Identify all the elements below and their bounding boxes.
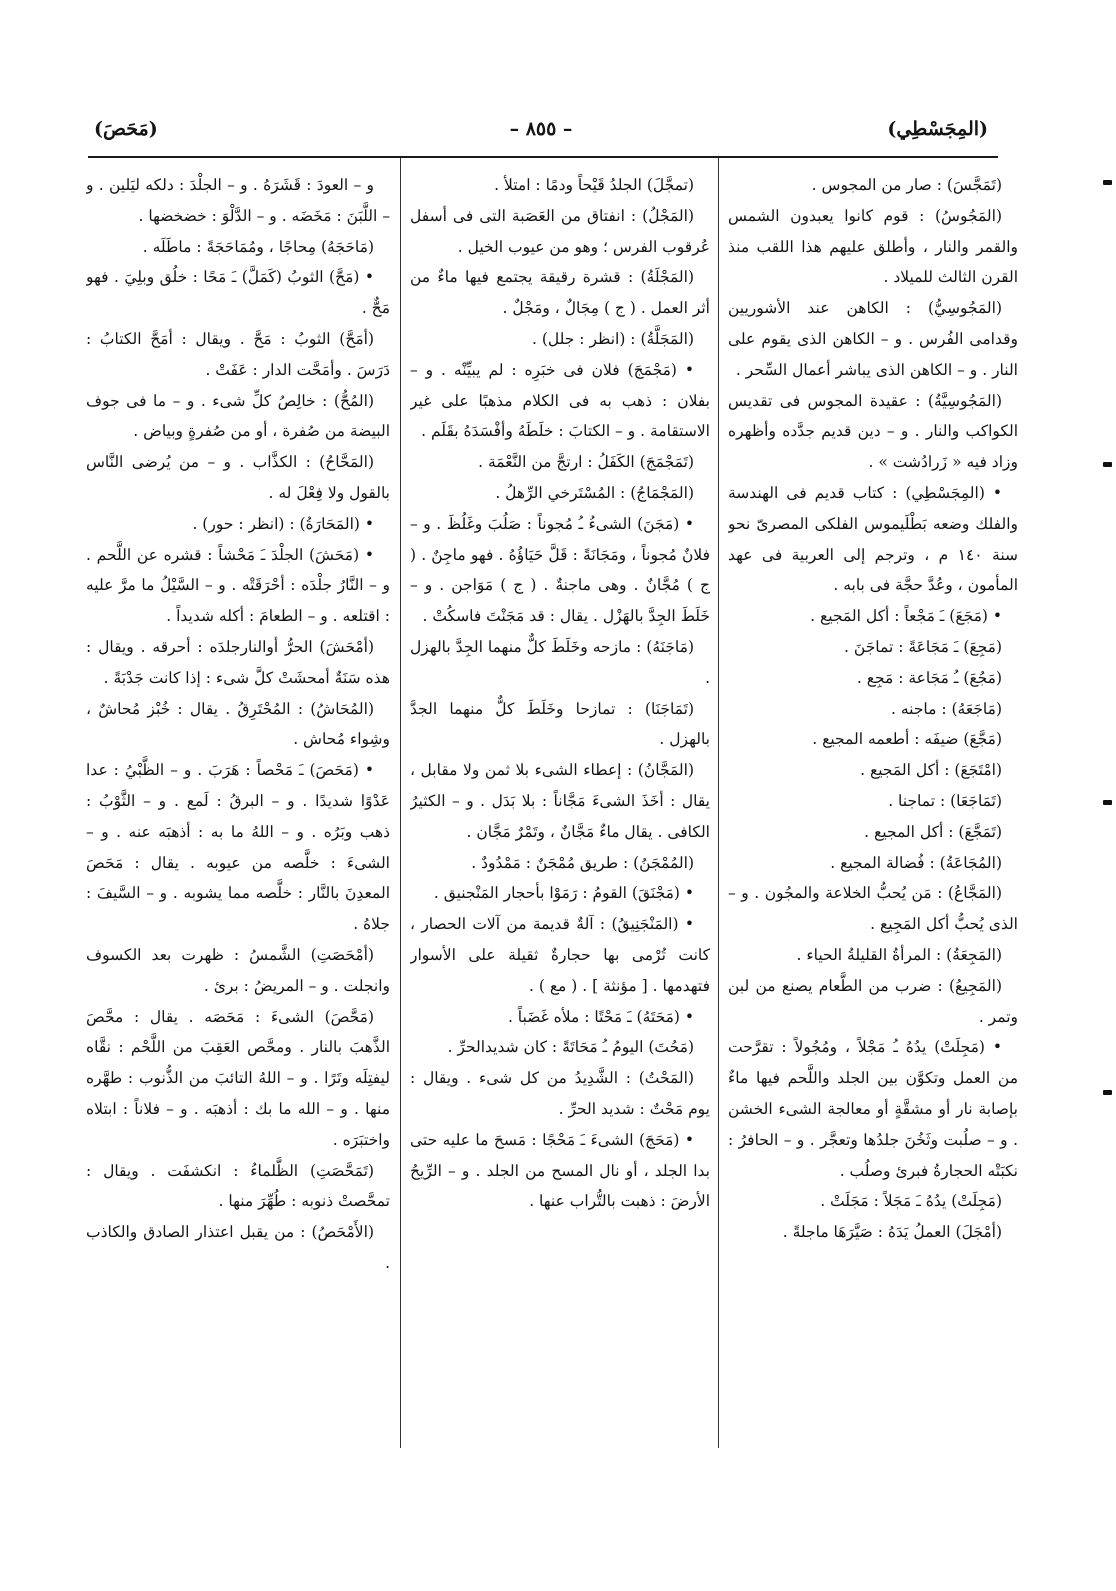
dictionary-entry: • (مَجْنَقَ) القومُ : رَمَوْا بأحجار المَنْجنيق .: [433, 884, 694, 903]
column-divider: [718, 158, 719, 1448]
dictionary-entry: (مَجِلَتْ) يدُهُ ـَ مَجَلاً : مَجَلَتْ .: [820, 1192, 1002, 1211]
dictionary-entry: • (المَنْجَنِيقُ) : آلةٌ قديمة من آلات الحصار ، كانت تُرْمى بها حجارةٌ ثقيلة على الأسوار فتهدمها . [ مؤنثة ] . ( مع ) .: [410, 915, 710, 995]
edge-mark: [1103, 180, 1112, 185]
dictionary-entry: • (مَجِلَتْ) يدُهُ ـُ مَجْلاً ، ومُجُولاً : تقرَّحت من العمل وتكوَّن بين الجلد واللَّحم فيها ماءٌ بإصابة نار أو مشقَّةٍ أو معالجة الشىء الخشن . و – صلُبت وثَخُنَ جلدُها وتعجَّر . و – الحافرُ : نكبَتْه الحجارةُ فبرئ وصلُب .: [728, 1038, 1018, 1180]
dictionary-entry: (مَاجَنَهُ) : مازحه وخَلَطَ كلٌّ منهما الجِدَّ بالهزل .: [410, 637, 710, 687]
header-left-word: (مَحَصَ): [94, 118, 158, 140]
dictionary-entry: (مَجُعَ) ـُ مَجَاعة : مَجِع .: [856, 668, 1002, 687]
dictionary-entry: • (المِجَسْطِي) : كتاب قديم فى الهندسة والفلك وضعه بَطْلَيموس الفلكى المصرىّ نحو سنة ١٤٠ م ، وترجم إلى العربية فى عهد المأمون ، وعُدَّ حجَّة فى بابه .: [728, 483, 1018, 595]
dictionary-entry: (المَحَّاحُ) : الكذَّاب . و – من يُرضى النَّاس بالقول ولا فِعْلَ له .: [86, 453, 390, 502]
dictionary-entry: (المَجُوسِيَّةُ) : عقيدة المجوس فى تقديس الكواكب والنار . و – دين قديم جدَّده وأظهره وزاد فيه « زَرادُشت » .: [728, 391, 1018, 472]
dictionary-entry: (المَجِيعُ) : ضرب من الطَّعام يصنع من لبن وتمر .: [728, 976, 1018, 1026]
dictionary-entry: (المُحُّ) : خالِصُ كلِّ شىء . و – ما فى جوف البيضة من صُفرة ، أو من صُفرةٍ وبياض .: [86, 391, 390, 441]
column-divider: [400, 158, 401, 1448]
page-header: [88, 118, 994, 154]
dictionary-entry: (مَجَّعَ) ضيفَه : أطعمه المجيع .: [812, 730, 1002, 749]
dictionary-entry: (أمَحَّ) الثوبُ : مَحَّ . ويقال : أمَحَّ الكتابُ : دَرَسَ . وأمَحَّت الدار : عَفَتْ .: [86, 329, 390, 379]
dictionary-entry: (تَمَاجَنَا) : تمازحا وخَلَطَ كلٌّ منهما الجدَّ بالهزل .: [410, 699, 710, 749]
dictionary-entry: (تَمَاجَعَا) : تماجنا .: [888, 791, 1002, 810]
dictionary-entry: (المُمْجَنُ) : طريق مُمْجَنٌ : مَمْدُودٌ .: [471, 853, 694, 872]
dictionary-entry: • (مَحَتَهُ) ـَ مَحْتًا : ملأه غَضَباً .: [507, 1007, 694, 1026]
dictionary-entry: (المَجْمَاجُ) : المُسْتَرخي الرِّهلُ .: [495, 483, 694, 502]
dictionary-entry: (المَجِعَةُ) : المرأةُ القليلةُ الحياء .: [796, 945, 1002, 964]
dictionary-entry: (تَمَجَّعَ) : أكل المجيع .: [864, 822, 1002, 841]
dictionary-entry: (المَحْتُ) : الشَّدِيدُ من كل شىء . ويقال : يوم مَحْتٌ : شديد الحرِّ .: [410, 1069, 710, 1118]
dictionary-entry: (تَمَجْمَجَ) الكَفَلُ : ارتجَّ من النَّعْمَة .: [478, 453, 694, 472]
dictionary-entry: (مَحُتَ) اليومُ ـُ مَحَاتَةً : كان شديدالحرِّ .: [447, 1038, 694, 1057]
dictionary-entry: (المَجُوسُ) : قوم كانوا يعبدون الشمس والقمر والنار ، وأطلق عليهم هذا اللقب منذ القرن الثالث للميلاد .: [728, 206, 1018, 287]
edge-mark: [1103, 800, 1112, 805]
dictionary-entry: • (مَجَنَ) الشىءُ ـُ مُجوناً : صَلُبَ وغَلُظَ . و – فلانٌ مُجوناً ، ومَجَانَةً : قَلَّ حَيَاؤُهُ . فهو ماجِنٌ . ( ج ) مُجَّانٌ . وهى ماجنةٌ . ( ج ) مَوَاجن . و – خَلَطَ الجِدَّ بالهَزْل . يقال : قد مَجَنْتَ فاسكُتْ .: [410, 514, 710, 626]
dictionary-entry: (المَجَّاعُ) : مَن يُحبُّ الخلاعة والمجُون . و – الذى يُحبُّ أكل المَجِيع .: [728, 884, 1018, 934]
edge-mark: [1103, 1090, 1112, 1095]
dictionary-entry: (المُجَاعَةُ) : فُضالة المجيع .: [830, 853, 1002, 872]
dictionary-entry: (المَجْلُ) : انفتاق من العَصَبة التى فى أسفل عُرقوب الفرس ؛ وهو من عيوب الخيل .: [410, 206, 710, 256]
dictionary-entry: • (مَحَجَ) الشىءَ ـَ مَحْجًا : مَسحَ ما عليه حتى بدا الجلد ، أو نال المسح من الجلد . و – الرِّيحُ الأرضَ : ذهبت بالتُّراب عنها .: [410, 1130, 710, 1211]
header-right-word: (المِجَسْطِي): [887, 118, 988, 140]
dictionary-entry: (المَجَلَّةُ) : (انظر : جلل) .: [532, 329, 694, 348]
header-rule: [88, 156, 998, 158]
dictionary-entry: • (مَجَعَ) ـَ مَجْعاً : أكل المَجيع .: [810, 607, 1002, 626]
dictionary-entry: (تمجَّلَ) الجلدُ قَيْحاً ودمًا : امتلأ .: [494, 176, 694, 194]
dictionary-entry: (أمْجَلَ) العملُ يَدَهُ : صَيَّرَهَا ماجلةً .: [782, 1223, 1002, 1242]
dictionary-entry: (مَاجَعَهُ) : ماجنه .: [890, 699, 1002, 718]
dictionary-entry: • (المَحَارَةُ) : (انظر : حور) .: [192, 514, 374, 533]
column-1: [728, 170, 1018, 1440]
dictionary-entry: • (مَحَّ) الثوبُ (كَمَلَّ) ـَ مَحًا : خلُق وبلِيَ . فهو مَحٌّ .: [86, 268, 390, 318]
dictionary-entry: (أمْحَصَتِ) الشَّمسُ : ظهرت بعد الكسوف وانجلت . و – المريضُ : برئ .: [86, 945, 390, 995]
dictionary-entry: (المَجَّانُ) : إعطاء الشىء بلا ثمن ولا مقابل ، يقال : أخَذَ الشىءَ مَجَّاناً : بلا بَدَل . و – الكثيرُ الكافى . يقال ماءٌ مَجَّانٌ ، وتَمْرٌ مَجَّان .: [410, 761, 710, 841]
column-3: [86, 170, 390, 1440]
dictionary-entry: (مَجِعَ) ـَ مَجَاعَةً : تماجَنَ .: [844, 637, 1002, 656]
dictionary-entry: • (مَحَشَ) الجلْدَ ـَ مَحْشاً : قشره عن اللَّحم . و – النَّارُ جلْدَه : أحْرَقَتْه . و – السَّيْلُ ما مرَّ عليه : اقتلعه . و – الطعامَ : أكله شديداً .: [86, 545, 390, 626]
dictionary-entry: (الأَمْحَصُ) : من يقبل اعتذار الصادق والكاذب .: [86, 1223, 390, 1272]
dictionary-entry: (مَحَّصَ) الشىءَ : مَحَصَه . يقال : محَّصَ الذَّهبَ بالنار . ومحَّص العَقِبَ من اللَّحْم : نقَّاه ليفتِلَه وتَرًا . و – اللهُ التائبَ من الذُّنوب : طهَّره منها . و – الله ما بك : أذهبَه . و – فلاناً : ابتلاه واختبَرَه .: [86, 1007, 390, 1149]
dictionary-entry: • (مَجْمَجَ) فلان فى خبَرِه : لم يبيِّنْه . و – بفلان : ذهب به فى الكلام مذهبًا على غير الاستقامة . و – الكتابَ : خلَطَهُ وأفْسَدَهُ بقَلَم .: [410, 360, 710, 441]
dictionary-entry: (مَاحَجَهُ) مِحاجًا ، ومُمَاحَجَةً : ماطَلَه .: [142, 237, 374, 256]
dictionary-entry: (المُحَاشُ) : المُحْتَرِقُ . يقال : خُبْز مُحاشٌ ، وشِواء مُحاش .: [86, 699, 390, 749]
dictionary-entry: (المَجُوسِيُّ) : الكاهن عند الأشوريين وقدامى الفُرس . و – الكاهن الذى يقوم على النار . و – الكاهن الذى يباشر أعمال السِّحر .: [728, 299, 1018, 379]
dictionary-entry: (المَجْلَةُ) : قشرة رقيقة يجتمع فيها ماءٌ من أثر العمل . ( ج ) مِجَالٌ ، ومَجْلٌ .: [410, 268, 710, 318]
dictionary-entry: (تَمَجَّسَ) : صار من المجوس .: [811, 176, 1002, 194]
dictionary-entry: • (مَحَصَ) ـَ مَحْصاً : هَرَبَ . و – الظَّبْيُ : عدا عَدْوًا شديدًا . و – البرقُ : لَمع . و – الثَّوْبُ : ذهب وبَرُه . و – اللهُ ما به : أذهبَه عنه . و – الشىءَ : خلَّصه من عيوبه . يقال : مَحَصَ المعدِنَ بالنَّار : خلَّصه مما يشوبه . و – السَّيفَ : جلاهُ .: [86, 761, 390, 934]
edge-mark: [1103, 462, 1112, 467]
dictionary-entry: (امْتَجَعَ) : أكل المَجيع .: [860, 761, 1002, 780]
dictionary-entry: و – العودَ : قَشَرَهُ . و – الجلْدَ : دلكه ليَلين . و – اللَّبَنَ : مَخَضَه . و – الدَّلْوَ : خضخضها .: [86, 176, 390, 225]
dictionary-entry: (تَمَحَّصَتِ) الظَّلماءُ : انكشفَت . ويقال : تمحَّصتْ ذنوبه : طُهِّرَ منها .: [86, 1161, 390, 1211]
page-number: – ٨٥٥ –: [509, 118, 573, 140]
column-2: [410, 170, 710, 1440]
dictionary-entry: (أمْحَشَ) الحرُّ أوالنارجلدَه : أحرقه . ويقال : هذه سَنَةٌ أمحشَتْ كلَّ شىء : إذا كانت جَدْبَةً .: [86, 637, 390, 687]
